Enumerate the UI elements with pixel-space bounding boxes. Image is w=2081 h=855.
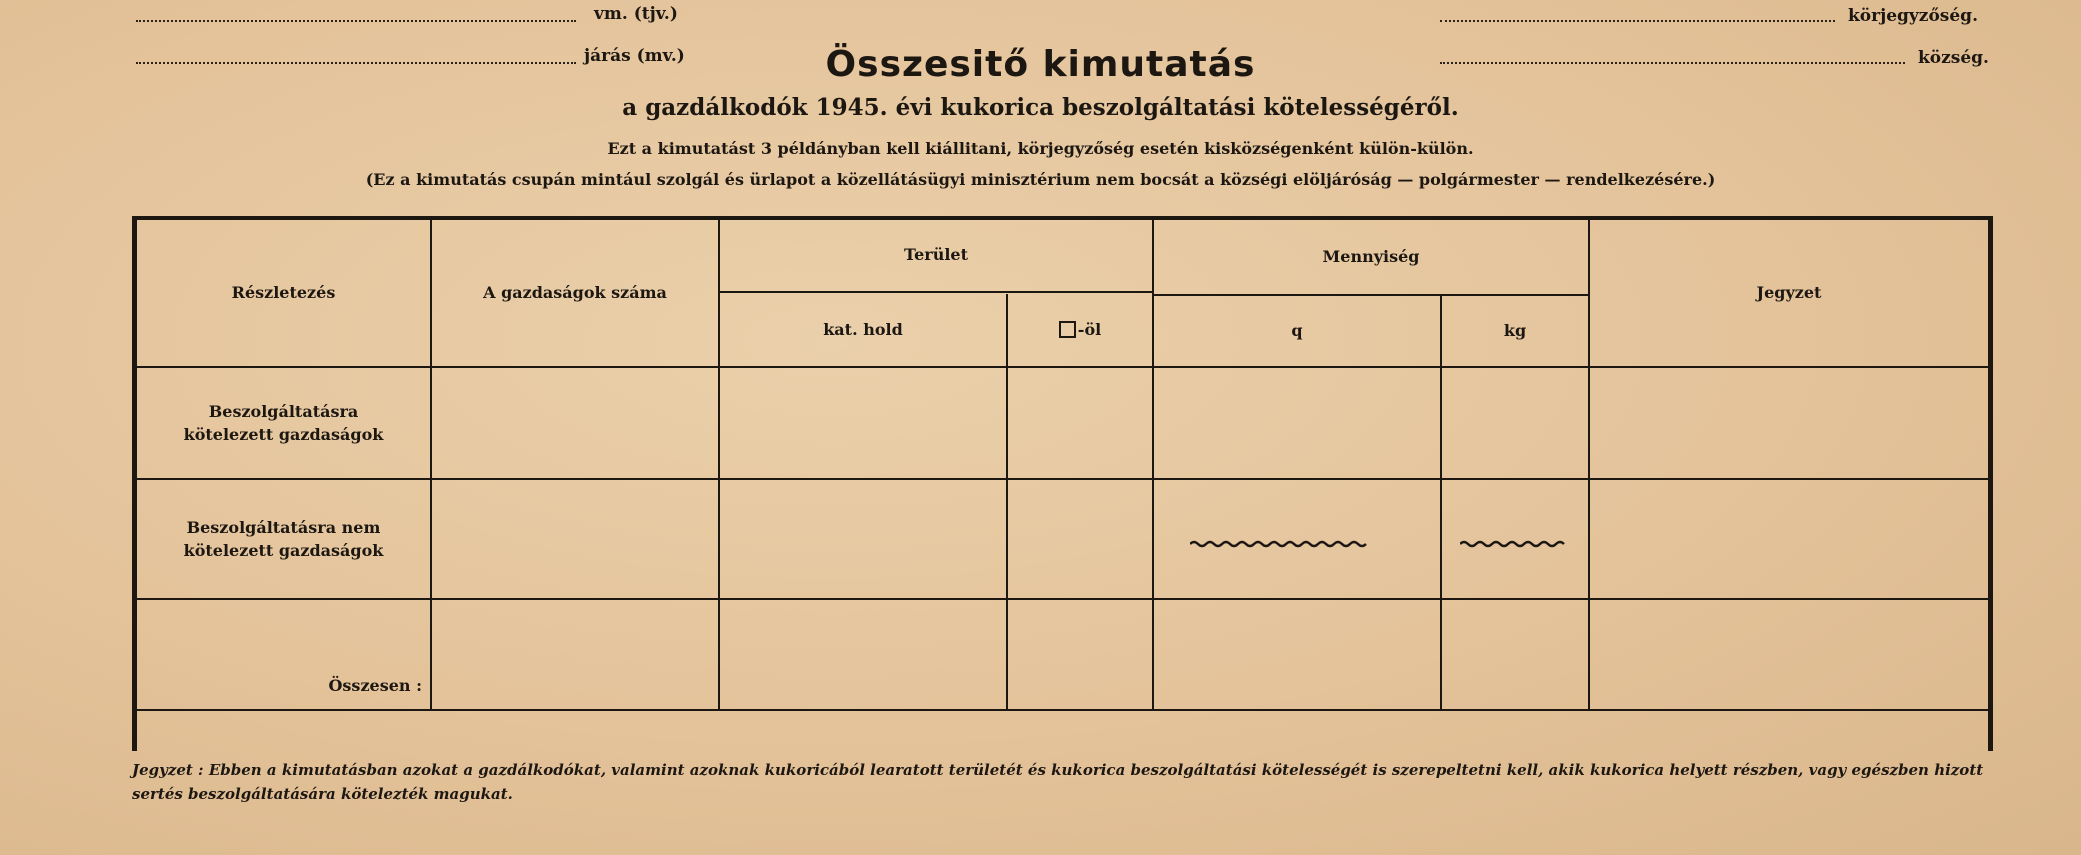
instruction-line: Ezt a kimutatást 3 példányban kell kiállitani, körjegyzőség esetén kisközségenként külön-külön.	[607, 139, 1474, 158]
col-header-quantity: Mennyiség	[1322, 247, 1420, 267]
table-right-border	[1988, 216, 1993, 751]
document-title: Összesitő kimutatás	[825, 44, 1256, 85]
subheader-kilogram: kg	[1503, 321, 1527, 341]
disclaimer-line: (Ez a kimutatás csupán mintául szolgál és ürlapot a közellátásügyi minisztérium nem bocsát a községi elöljáróság — polgármester — rendelkezésére.)	[365, 170, 1716, 189]
col-header-details: Részletezés	[231, 283, 336, 303]
table-bottom-line	[137, 709, 1988, 711]
col-header-farm-count: A gazdaságok száma	[483, 283, 667, 303]
county-label: vm. (tjv.)	[594, 4, 678, 24]
row-label-obligated	[137, 368, 430, 478]
document-subtitle: a gazdálkodók 1945. évi kukorica beszolgáltatási kötelességéről.	[622, 94, 1459, 121]
kilogram-not-applicable-mark	[1460, 539, 1570, 549]
summary-table	[132, 216, 1992, 751]
village-label: község.	[1918, 48, 1989, 68]
cell-not-obligated-farm-count[interactable]	[432, 480, 718, 598]
square-symbol-icon	[1059, 321, 1076, 338]
col-header-area: Terület	[904, 245, 968, 265]
subheader-cadastral-acre: kat. hold	[823, 319, 903, 339]
row-label-obligated-text: Beszolgáltatásra kötelezett gazdaságok	[183, 401, 384, 444]
row-label-not-obligated	[137, 480, 430, 598]
notary-fill-line[interactable]	[1440, 20, 1835, 22]
cell-total-farm-count[interactable]	[432, 600, 718, 709]
footnote-label: Jegyzet :	[132, 761, 204, 779]
quintal-not-applicable-mark	[1190, 539, 1368, 549]
footnote	[132, 758, 2002, 806]
subheader-square-fathom-text: -öl	[1077, 319, 1102, 339]
district-label: járás (mv.)	[584, 46, 685, 66]
row-label-total: Összesen :	[328, 675, 422, 695]
subheader-square-fathom	[1008, 293, 1152, 366]
col-header-notes: Jegyzet	[1756, 283, 1822, 303]
county-fill-line[interactable]	[136, 20, 576, 22]
subheader-quintal: q	[1291, 321, 1303, 341]
notary-label: körjegyzőség.	[1848, 6, 1978, 26]
footnote-text: Ebben a kimutatásban azokat a gazdálkodókat, valamint azoknak kukoricából learatott területét és kukorica beszolgáltatási kötelességét is szerepeltetni kell, akik kukorica helyett részben, vagy egészben hizott sertés beszolgáltatására kötelezték magukat.	[132, 761, 1984, 803]
row-label-not-obligated-text: Beszolgáltatásra nem kötelezett gazdaságok	[183, 517, 384, 560]
cell-obligated-farm-count[interactable]	[432, 368, 718, 478]
